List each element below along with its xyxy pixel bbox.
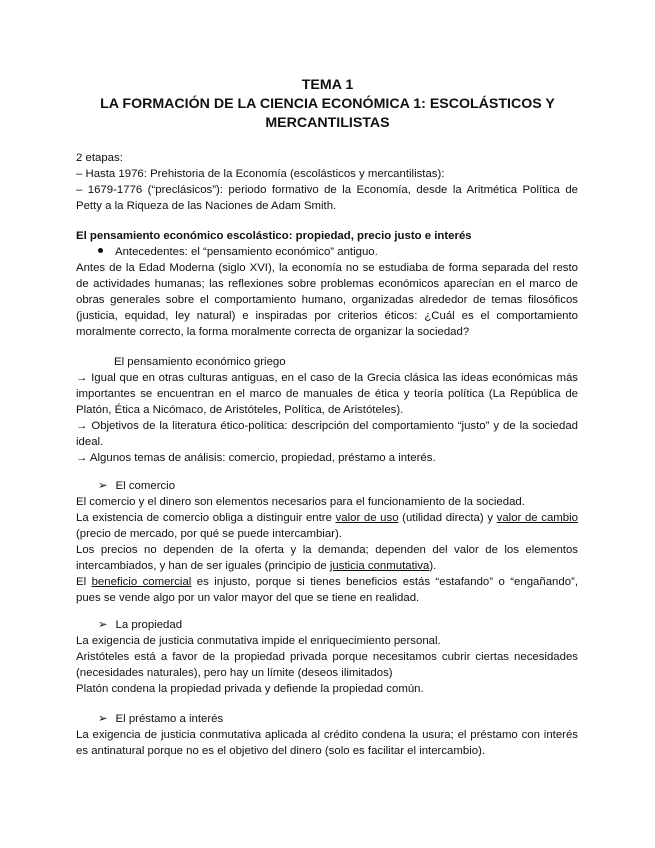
text-run: Los precios no dependen de la oferta y la demanda; dependen del valor de los elementos intercambiados, y han de ser iguales (principio de — [76, 544, 578, 572]
griego-section — [76, 354, 578, 466]
text-run: La existencia de comercio obliga a distinguir entre — [76, 512, 336, 524]
bullet-text: Antecedentes: el “pensamiento económico” antiguo. — [115, 246, 378, 258]
section-heading: El pensamiento económico escolástico: propiedad, precio justo e interés — [76, 230, 472, 242]
arrowhead-bullet-icon: ➢ — [98, 480, 108, 492]
arrowhead-bullet-icon: ➢ — [98, 619, 108, 631]
antecedentes-bullet — [76, 244, 578, 260]
text-run: (utilidad directa) y — [398, 512, 497, 524]
propiedad-heading: La propiedad — [115, 619, 183, 631]
etapa-2: – 1679-1776 (“preclásicos”): periodo formativo de la Economía, desde la Aritmética Política de Petty a la Riqueza de las Naciones de Adam Smith. — [76, 184, 578, 212]
propiedad-heading-row — [76, 617, 578, 633]
propiedad-section — [76, 617, 578, 697]
propiedad-paragraph-1: La exigencia de justicia conmutativa impide el enriquecimiento personal. — [76, 635, 441, 647]
comercio-heading-row — [76, 478, 578, 494]
text-run: (precio de mercado, por qué se puede intercambiar). — [76, 528, 342, 540]
propiedad-paragraph-2: Aristóteles está a favor de la propiedad privada porque necesitamos cubrir ciertas necesidades (necesidades naturales), pero hay un límite (deseos ilimitados) — [76, 651, 578, 679]
text-run: ). — [429, 560, 437, 572]
prestamo-heading: El préstamo a interés — [115, 713, 224, 725]
griego-paragraph-3: → Algunos temas de análisis: comercio, propiedad, préstamo a interés. — [76, 452, 436, 464]
griego-paragraph-1: → Igual que en otras culturas antiguas, en el caso de la Grecia clásica las ideas económicas más importantes se encuentran en el marco de manuales de ética y teoría política (La República de Platón, Ética a Nicómaco, de Aristóteles, Política, de Aristóteles). — [76, 372, 578, 416]
intro-block — [76, 150, 578, 214]
arrowhead-bullet-icon: ➢ — [98, 713, 108, 725]
escolastico-section — [76, 228, 578, 340]
title-line-3: MERCANTILISTAS — [265, 115, 390, 131]
comercio-section — [76, 478, 578, 606]
propiedad-paragraph-3: Platón condena la propiedad privada y defiende la propiedad común. — [76, 683, 424, 695]
justicia-conmutativa-term: justicia conmutativa — [329, 560, 430, 572]
comercio-paragraph-2 — [76, 510, 578, 542]
valor-de-cambio-term: valor de cambio — [496, 512, 578, 524]
prestamo-paragraph-1: La exigencia de justicia conmutativa aplicada al crédito condena la usura; el préstamo con interés es antinatural porque no es el objetivo del dinero (solo es facilitar el intercambio). — [76, 729, 578, 757]
etapa-1: – Hasta 1976: Prehistoria de la Economía (escolásticos y mercantilistas): — [76, 168, 445, 180]
griego-paragraph-2: → Objetivos de la literatura ético-política: descripción del comportamiento “justo” y de la sociedad ideal. — [76, 420, 578, 448]
comercio-heading: El comercio — [115, 480, 176, 492]
prestamo-heading-row — [76, 711, 578, 727]
comercio-paragraph-4 — [76, 574, 578, 606]
title-line-2: LA FORMACIÓN DE LA CIENCIA ECONÓMICA 1: ESCOLÁSTICOS Y — [100, 96, 555, 112]
antecedentes-paragraph: Antes de la Edad Moderna (siglo XVI), la economía no se estudiaba de forma separada del resto de actividades humanas; las reflexiones sobre problemas económicos aparecían en el marco de obras generales sobre el comportamiento humano, organizadas alrededor de temas filosóficos (justicia, equidad, ley natural) e inspiradas por criterios éticos: ¿Cuál es el comportamiento moralmente correcto, la forma moralmente correcta de organizar la sociedad? — [76, 262, 578, 338]
document-title — [0, 76, 655, 133]
beneficio-comercial-term: beneficio comercial — [91, 576, 192, 588]
comercio-paragraph-1: El comercio y el dinero son elementos necesarios para el funcionamiento de la sociedad. — [76, 496, 525, 508]
title-line-1: TEMA 1 — [301, 77, 354, 93]
text-run: es injusto, porque si tienes beneficios estás “estafando” o “engañando”, pues se vende algo por un valor mayor del que se tiene en realidad. — [76, 576, 579, 604]
comercio-paragraph-3 — [76, 542, 578, 574]
etapas-label: 2 etapas: — [76, 152, 123, 164]
prestamo-section — [76, 711, 578, 759]
valor-de-uso-term: valor de uso — [335, 512, 399, 524]
bullet-dot-icon — [98, 248, 103, 253]
griego-heading: El pensamiento económico griego — [114, 356, 286, 368]
text-run: El — [76, 576, 92, 588]
